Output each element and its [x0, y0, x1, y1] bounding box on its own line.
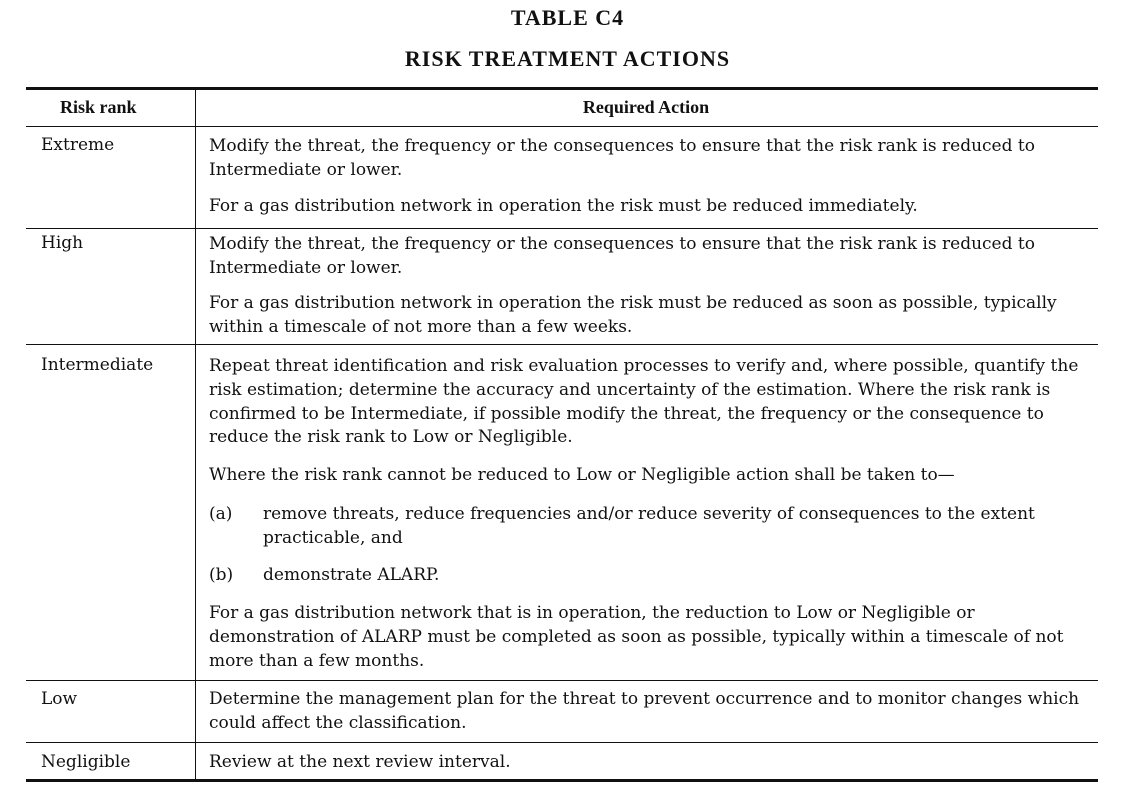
column-divider: [195, 88, 196, 780]
rank-extreme: Extreme: [41, 135, 115, 155]
action-paragraph: For a gas distribution network in operation the risk must be reduced immediately.: [209, 196, 918, 216]
row-rule-intermediate: [26, 680, 1098, 681]
action-paragraph: Where the risk rank cannot be reduced to Low or Negligible action shall be taken to—: [209, 465, 955, 485]
action-paragraph: Review at the next review interval.: [209, 752, 511, 772]
header-rule: [26, 126, 1098, 127]
table-title: RISK TREATMENT ACTIONS: [404, 46, 731, 71]
list-item-text: remove threats, reduce frequencies and/or reduce severity of consequences to the extent practicable, and: [263, 504, 1035, 548]
row-rule-low: [26, 742, 1098, 743]
action-paragraph: Modify the threat, the frequency or the consequences to ensure that the risk rank is reduced to Intermediate or lower.: [209, 234, 1035, 278]
rank-negligible: Negligible: [41, 752, 131, 772]
action-paragraph: Determine the management plan for the threat to prevent occurrence and to monitor changes which could affect the classification.: [209, 689, 1080, 733]
action-paragraph: Modify the threat, the frequency or the consequences to ensure that the risk rank is reduced to Intermediate or lower.: [209, 136, 1035, 180]
table-top-rule: [26, 87, 1098, 90]
table-bottom-rule: [26, 779, 1098, 782]
rank-high: High: [41, 233, 84, 253]
list-item-label: (a): [209, 504, 233, 524]
row-rule-high: [26, 344, 1098, 345]
action-paragraph: Repeat threat identification and risk evaluation processes to verify and, where possible, quantify the risk estimation; determine the accuracy and uncertainty of the estimation. Where the risk rank is confirmed to be Intermediate, if possible modify the threat, the frequency or the consequence to reduce the risk rank to Low or Negligible.: [209, 356, 1079, 448]
action-paragraph: For a gas distribution network in operation the risk must be reduced as soon as possible, typically within a timescale of not more than a few weeks.: [209, 293, 1057, 337]
list-item-label: (b): [209, 565, 234, 585]
row-rule-extreme: [26, 228, 1098, 229]
rank-intermediate: Intermediate: [41, 355, 154, 375]
action-paragraph: For a gas distribution network that is in operation, the reduction to Low or Negligible or demonstration of ALARP must be completed as soon as possible, typically within a timescale of not more than a few months.: [209, 603, 1064, 671]
rank-low: Low: [41, 689, 78, 709]
header-risk-rank: Risk rank: [60, 97, 137, 117]
table-number: TABLE C4: [510, 5, 625, 30]
list-item-text: demonstrate ALARP.: [263, 565, 440, 585]
header-required-action: Required Action: [582, 97, 710, 117]
